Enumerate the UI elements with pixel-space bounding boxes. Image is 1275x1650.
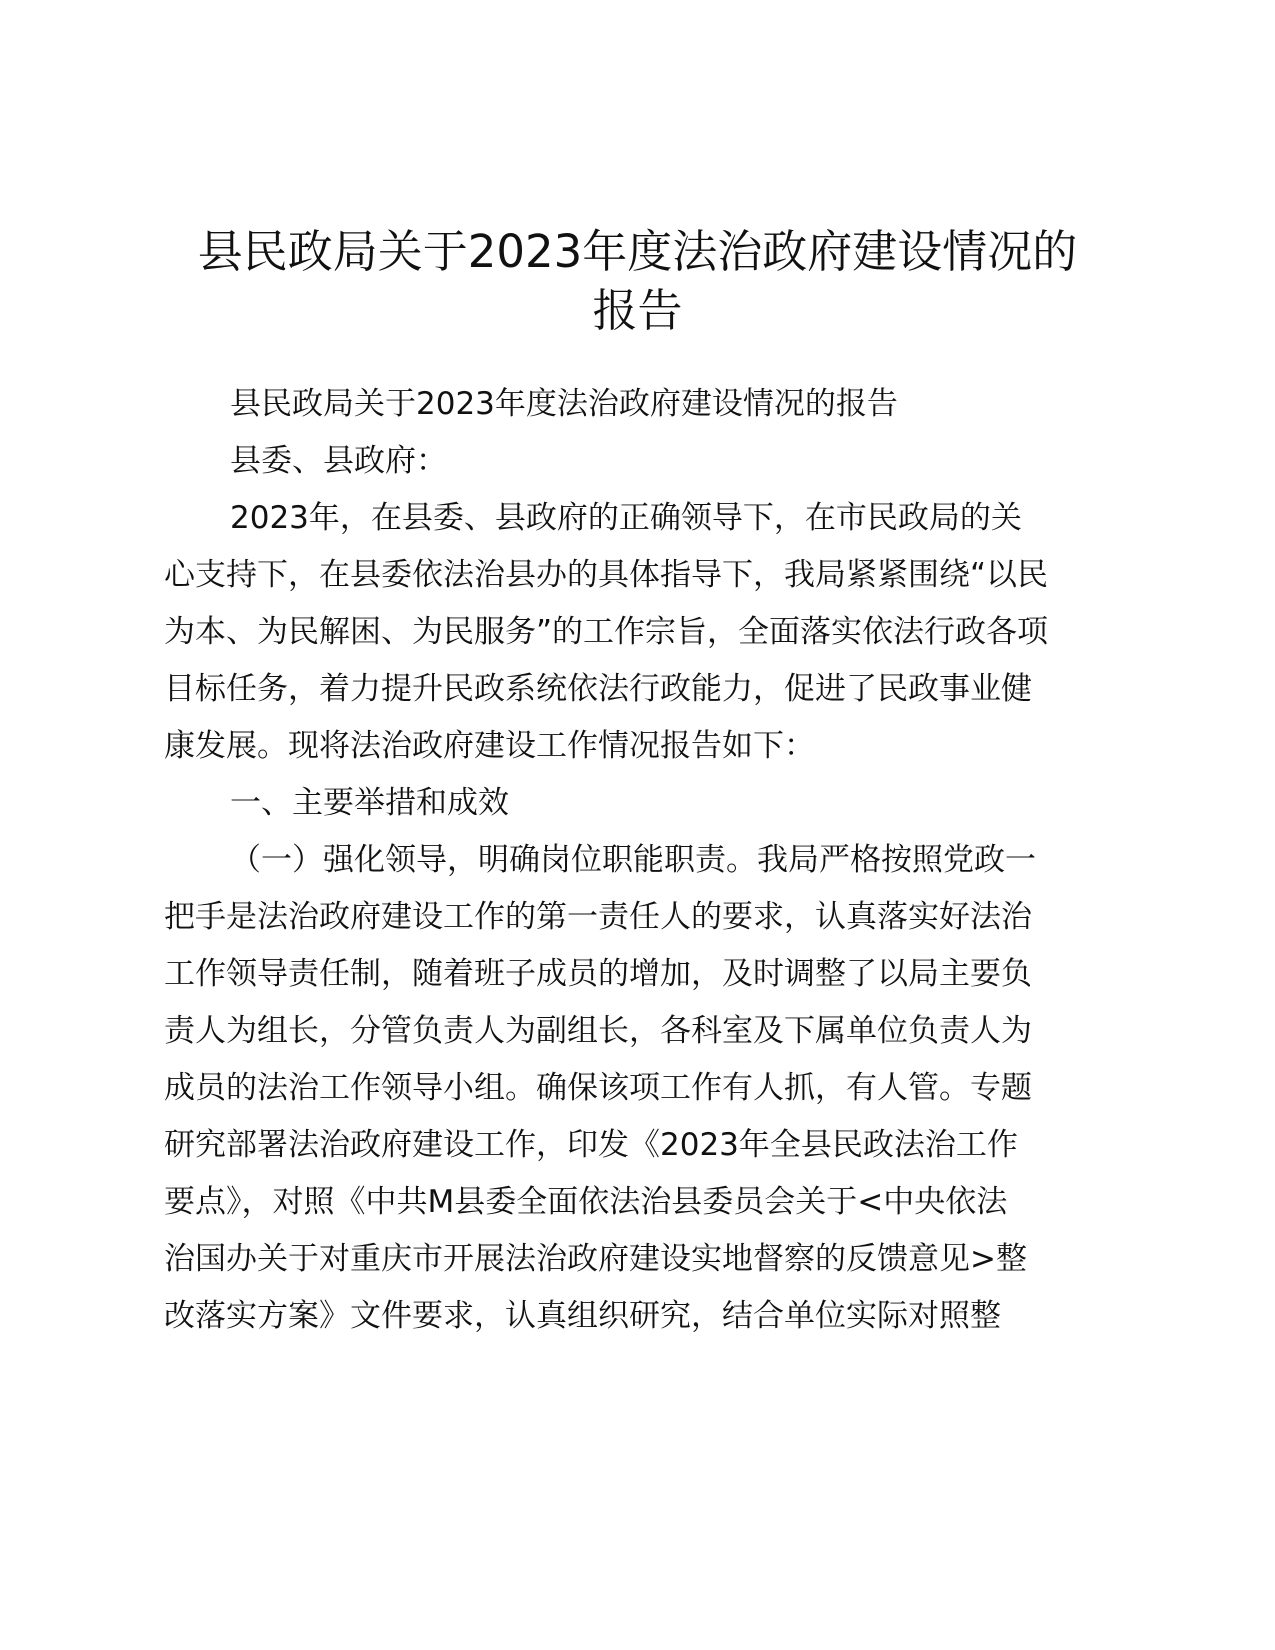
paragraph-line: 要点》，对照《中共M县委全面依法治县委员会关于<中央依法 [164,1184,1008,1220]
paragraph-line: 为本、为民解困、为民服务”的工作宗旨，全面落实依法行政各项 [164,614,1049,650]
document-body [164,376,1124,1345]
paragraph-line: 成员的法治工作领导小组。确保该项工作有人抓，有人管。专题 [164,1070,1032,1106]
paragraph-line: 责人为组长，分管负责人为副组长，各科室及下属单位负责人为 [164,1013,1032,1049]
paragraph-line: 目标任务，着力提升民政系统依法行政能力，促进了民政事业健 [164,671,1032,707]
document-title [160,222,1115,340]
paragraph-line: 治国办关于对重庆市开展法治政府建设实地督察的反馈意见>整 [164,1241,1027,1277]
title-line-2: 报告 [592,284,683,337]
paragraph-line: 2023年，在县委、县政府的正确领导下，在市民政局的关 [230,500,1022,536]
paragraph-line: 研究部署法治政府建设工作，印发《2023年全县民政法治工作 [164,1127,1018,1163]
paragraph-line: 把手是法治政府建设工作的第一责任人的要求，认真落实好法治 [164,899,1032,935]
salutation-line: 县委、县政府： [230,443,447,479]
section-heading: 一、主要举措和成效 [230,785,509,821]
paragraph-line: 心支持下，在县委依法治县办的具体指导下，我局紧紧围绕“以民 [164,557,1049,593]
paragraph-line: （一）强化领导，明确岗位职能职责。我局严格按照党政一 [230,842,1036,878]
subtitle-line: 县民政局关于2023年度法治政府建设情况的报告 [230,386,898,422]
paragraph-line: 改落实方案》文件要求，认真组织研究，结合单位实际对照整 [164,1298,1001,1334]
paragraph-line: 工作领导责任制，随着班子成员的增加，及时调整了以局主要负 [164,956,1032,992]
paragraph-line: 康发展。现将法治政府建设工作情况报告如下： [164,728,815,764]
title-line-1: 县民政局关于2023年度法治政府建设情况的 [197,225,1078,278]
